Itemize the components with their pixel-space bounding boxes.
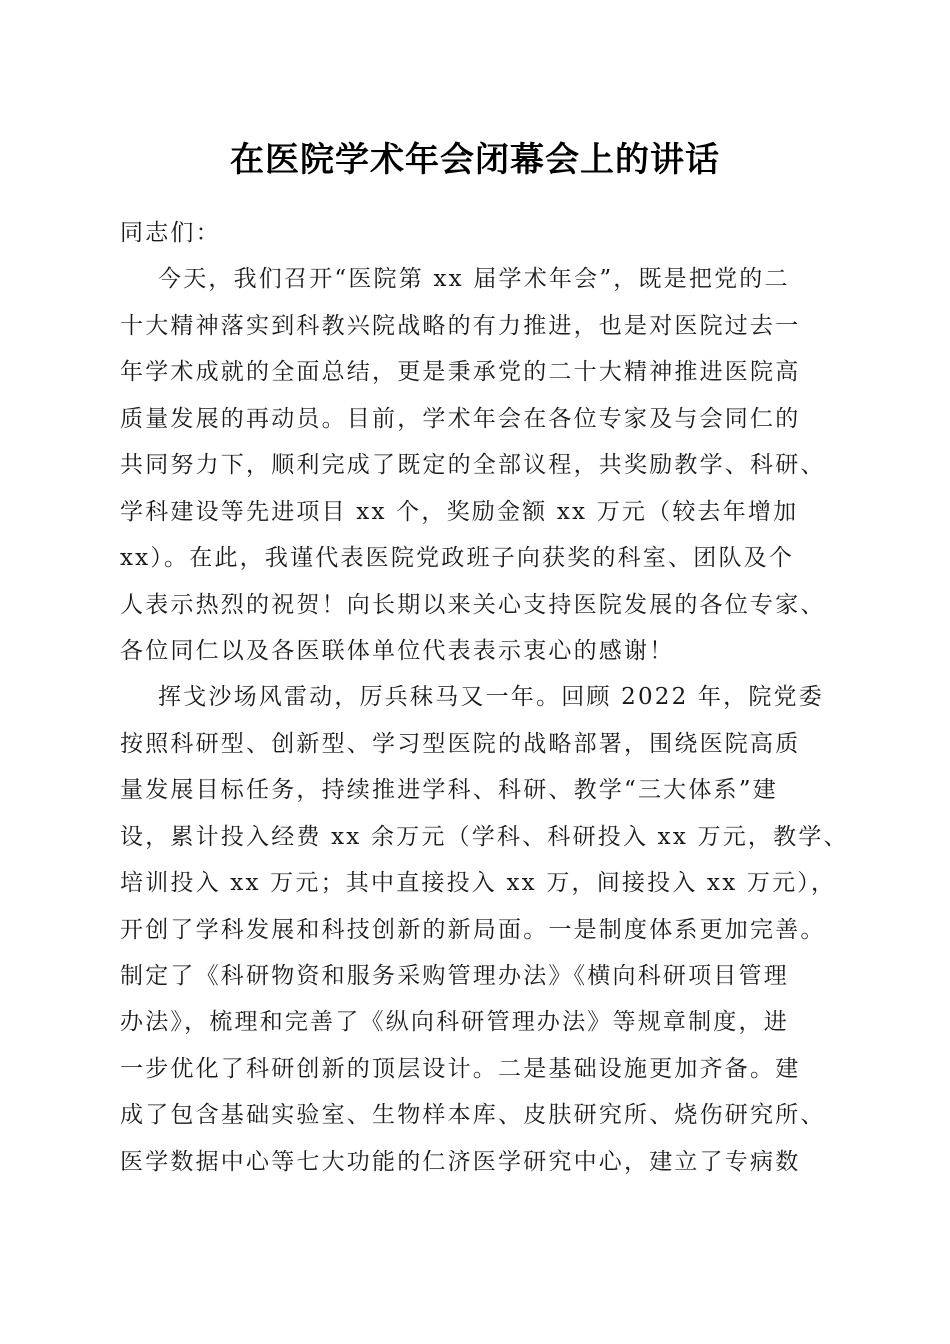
paragraph-line: 今天，我们召开“医院第 xx 届学术年会”，既是把党的二: [158, 266, 790, 293]
paragraph-1: [120, 256, 840, 674]
paragraph-line: 制定了《科研物资和服务采购管理办法》《横向科研项目管理: [120, 963, 789, 989]
paragraph-line: 办法》，梳理和完善了《纵向科研管理办法》等规章制度，进: [120, 1009, 789, 1036]
paragraph-line: 培训投入 xx 万元；其中直接投入 xx 万，间接投入 xx 万元），: [120, 870, 837, 897]
paragraph-line: 量发展目标任务，持续推进学科、科研、教学“三大体系”建: [120, 777, 778, 804]
paragraph-line: 挥戈沙场风雷动，厉兵秣马又一年。回顾 2022 年，院党委: [158, 684, 824, 711]
paragraph-line: 开创了学科发展和科技创新的新局面。一是制度体系更加完善。: [120, 916, 826, 943]
paragraph-line: 各位同仁以及各医联体单位代表表示衷心的感谢！: [120, 637, 675, 664]
paragraph-line: 一步优化了科研创新的顶层设计。二是基础设施更加齐备。建: [120, 1055, 801, 1082]
paragraph-line: 按照科研型、创新型、学习型医院的战略部署，围绕医院高质: [120, 730, 801, 757]
paragraph-line: 质量发展的再动员。目前，学术年会在各位专家及与会同仁的: [120, 405, 801, 432]
paragraph-line: 设，累计投入经费 xx 余万元（学科、科研投入 xx 万元，教学、: [120, 823, 849, 850]
document-body: [120, 210, 849, 1185]
salutation: 同志们：: [120, 220, 221, 246]
paragraph-line: 成了包含基础实验室、生物样本库、皮肤研究所、烧伤研究所、: [120, 1102, 826, 1129]
paragraph-line: 医学数据中心等七大功能的仁济医学研究中心，建立了专病数: [120, 1148, 801, 1175]
paragraph-line: 学科建设等先进项目 xx 个，奖励金额 xx 万元（较去年增加: [120, 498, 799, 525]
paragraph-2: [120, 674, 849, 1185]
paragraph-line: 十大精神落实到科教兴院战略的有力推进，也是对医院过去一: [120, 312, 801, 339]
paragraph-line: 年学术成就的全面总结，更是秉承党的二十大精神推进医院高: [120, 359, 801, 386]
paragraph-line: 共同努力下，顺利完成了既定的全部议程，共奖励教学、科研、: [120, 452, 826, 479]
paragraph-line: 人表示热烈的祝贺！向长期以来关心支持医院发展的各位专家、: [120, 591, 826, 618]
paragraph-line: xx）。在此，我谨代表医院党政班子向获奖的科室、团队及个: [120, 545, 795, 572]
document-title: 在医院学术年会闭幕会上的讲话: [230, 140, 720, 180]
